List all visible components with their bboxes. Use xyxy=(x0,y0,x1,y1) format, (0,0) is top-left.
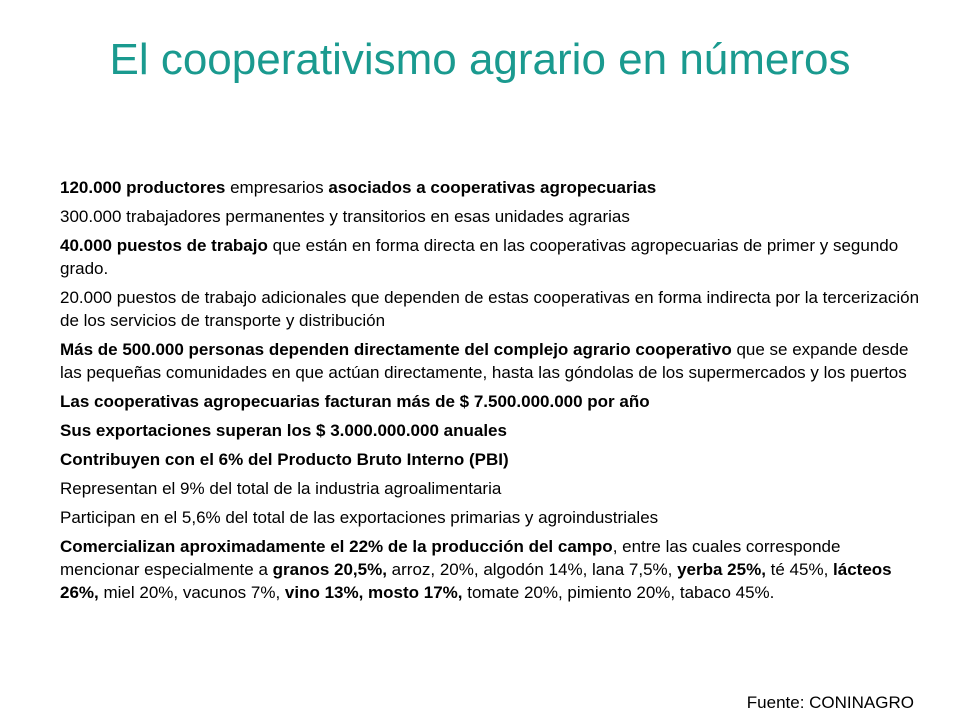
slide-title: El cooperativismo agrario en números xyxy=(109,35,851,84)
stat-item xyxy=(60,506,920,529)
text-run: Sus exportaciones superan los $ 3.000.000.000 anuales xyxy=(60,421,507,440)
text-run: Las cooperativas agropecuarias facturan más de $ 7.500.000.000 por año xyxy=(60,392,650,411)
stat-item xyxy=(60,448,920,471)
text-run: Comercializan aproximadamente el 22% de la producción del campo xyxy=(60,537,613,556)
text-run: asociados a cooperativas agropecuarias xyxy=(328,178,657,197)
text-run: lácteos 26%, xyxy=(60,560,892,602)
text-run: Más de 500.000 personas dependen directamente del complejo agrario cooperativo xyxy=(60,340,732,359)
text-run: yerba 25%, xyxy=(677,560,766,579)
text-run: 40.000 puestos de trabajo xyxy=(60,236,268,255)
stat-item xyxy=(60,205,920,228)
text-run: que están en forma directa en las cooperativas agropecuarias de primer y segundo grado. xyxy=(60,236,899,278)
stat-item xyxy=(60,419,920,442)
text-run: té 45%, xyxy=(765,560,834,579)
text-run: , entre las cuales corresponde mencionar especialmente a xyxy=(60,537,841,579)
text-run: tomate 20%, pimiento 20%, tabaco 45%. xyxy=(462,583,775,602)
stat-item xyxy=(60,286,920,332)
text-run: Participan en el 5,6% del total de las exportaciones primarias y agroindustriales xyxy=(60,508,659,527)
stat-item xyxy=(60,477,920,500)
text-run: miel 20%, vacunos 7%, xyxy=(98,583,285,602)
text-run: empresarios xyxy=(225,178,329,197)
text-run: Contribuyen con el 6% del Producto Bruto Interno (PBI) xyxy=(60,450,509,469)
stat-item xyxy=(60,390,920,413)
text-run: 20.000 puestos de trabajo adicionales que dependen de estas cooperativas en forma indirecta por la tercerización de los servicios de transporte y distribución xyxy=(60,288,920,330)
text-run: 120.000 productores xyxy=(60,178,226,197)
text-run: granos 20,5%, xyxy=(272,560,387,579)
text-run: Representan el 9% del total de la industria agroalimentaria xyxy=(60,479,502,498)
stat-item xyxy=(60,535,920,604)
stat-item xyxy=(60,338,920,384)
stat-item xyxy=(60,234,920,280)
text-run: 300.000 trabajadores permanentes y transitorios en esas unidades agrarias xyxy=(60,207,630,226)
statistics-list xyxy=(60,176,920,610)
text-run: vino 13%, mosto 17%, xyxy=(284,583,463,602)
source-credit: Fuente: CONINAGRO xyxy=(746,693,914,712)
text-run: arroz, 20%, algodón 14%, lana 7,5%, xyxy=(386,560,678,579)
text-run: que se expande desde las pequeñas comunidades en que actúan directamente, hasta las góndolas de los supermercados y los puertos xyxy=(60,340,909,382)
stat-item xyxy=(60,176,920,199)
